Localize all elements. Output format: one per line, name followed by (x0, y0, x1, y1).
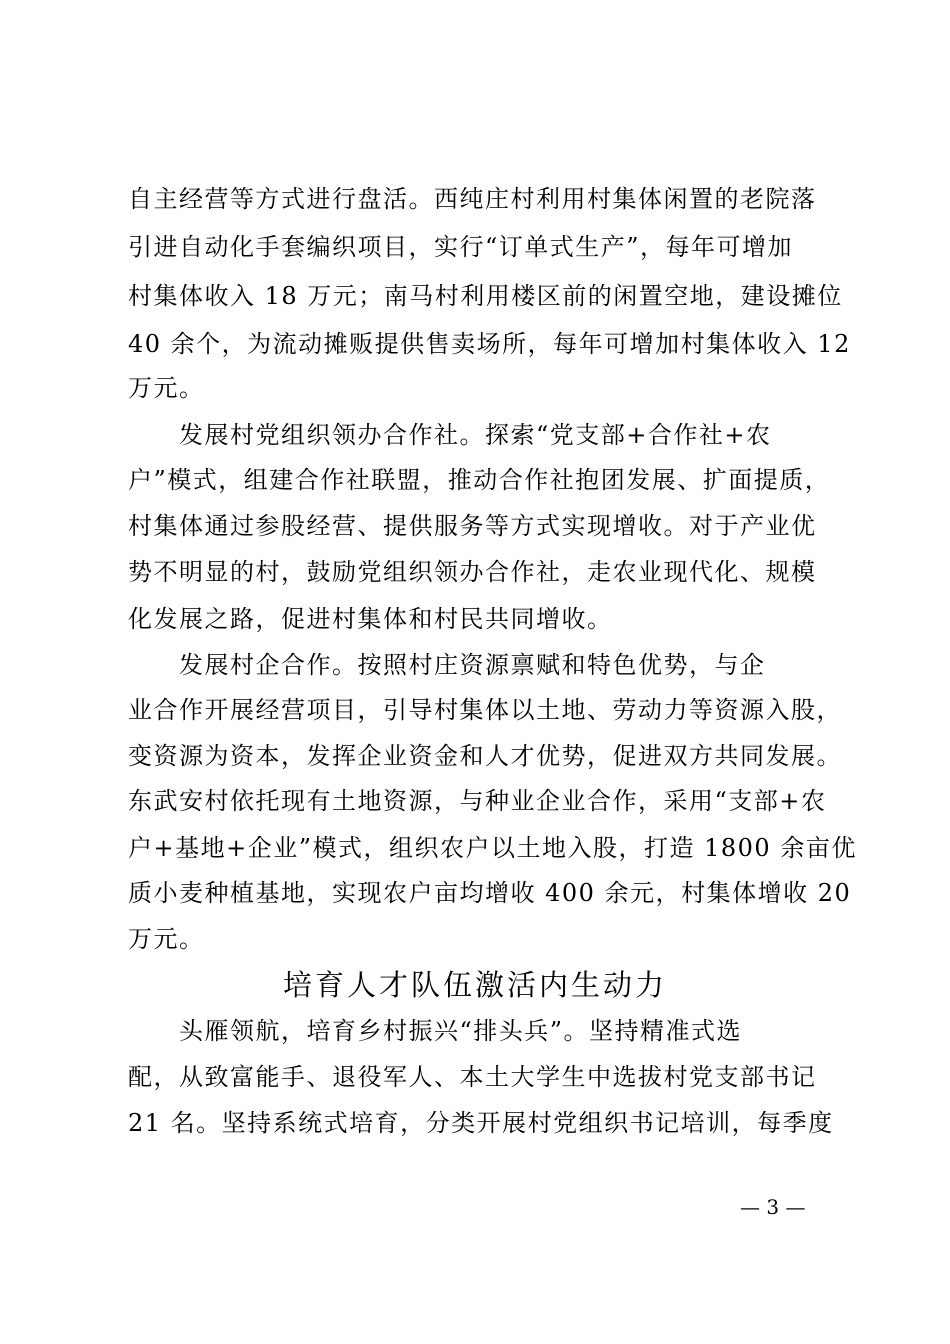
paragraph-3-line-1: 发展村企合作。按照村庄资源禀赋和特色优势，与企 (128, 651, 766, 679)
paragraph-2-line-5: 化发展之路，促进村集体和村民共同增收。 (128, 605, 613, 633)
paragraph-2-line-1: 发展村党组织领办合作社。探索“党支部+合作社+农 (128, 421, 772, 449)
paragraph-4-line-3: 21 名。坚持系统式培育，分类开展村党组织书记培训，每季度 (128, 1109, 834, 1137)
paragraph-1-line-4: 40 余个，为流动摊贩提供售卖场所，每年可增加村集体收入 12 (128, 330, 851, 358)
paragraph-2-line-3: 村集体通过参股经营、提供服务等方式实现增收。对于产业优 (128, 512, 817, 540)
paragraph-3-line-7: 万元。 (128, 925, 205, 953)
page-number: — 3 — (740, 1195, 806, 1219)
paragraph-4-line-2: 配，从致富能手、退役军人、本土大学生中选拔村党支部书记 (128, 1063, 817, 1091)
paragraph-2-line-2: 户”模式，组建合作社联盟，推动合作社抱团发展、扩面提质， (128, 466, 831, 494)
paragraph-3-line-6: 质小麦种植基地，实现农户亩均增收 400 余元，村集体增收 20 (128, 879, 852, 907)
paragraph-1-line-2: 引进自动化手套编织项目，实行“订单式生产”，每年可增加 (128, 233, 794, 261)
paragraph-1-line-3: 村集体收入 18 万元；南马村利用楼区前的闲置空地，建设摊位 (128, 282, 843, 310)
section-heading: 培育人才队伍激活内生动力 (282, 968, 667, 1002)
paragraph-3-line-4: 东武安村依托现有土地资源，与种业企业合作，采用“支部+农 (128, 787, 827, 815)
paragraph-3-line-5: 户+基地+企业”模式，组织农户以土地入股，打造 1800 余亩优 (128, 834, 857, 862)
paragraph-2-line-4: 势不明显的村，鼓励党组织领办合作社，走农业现代化、规模 (128, 558, 817, 586)
paragraph-3-line-2: 业合作开展经营项目，引导村集体以土地、劳动力等资源入股， (128, 696, 842, 724)
paragraph-4-line-1: 头雁领航，培育乡村振兴“排头兵”。坚持精准式选 (128, 1017, 743, 1045)
paragraph-3-line-3: 变资源为资本，发挥企业资金和人才优势，促进双方共同发展。 (128, 742, 842, 770)
paragraph-1-line-5: 万元。 (128, 374, 205, 402)
paragraph-1-line-1: 自主经营等方式进行盘活。西纯庄村利用村集体闲置的老院落 (128, 185, 817, 213)
